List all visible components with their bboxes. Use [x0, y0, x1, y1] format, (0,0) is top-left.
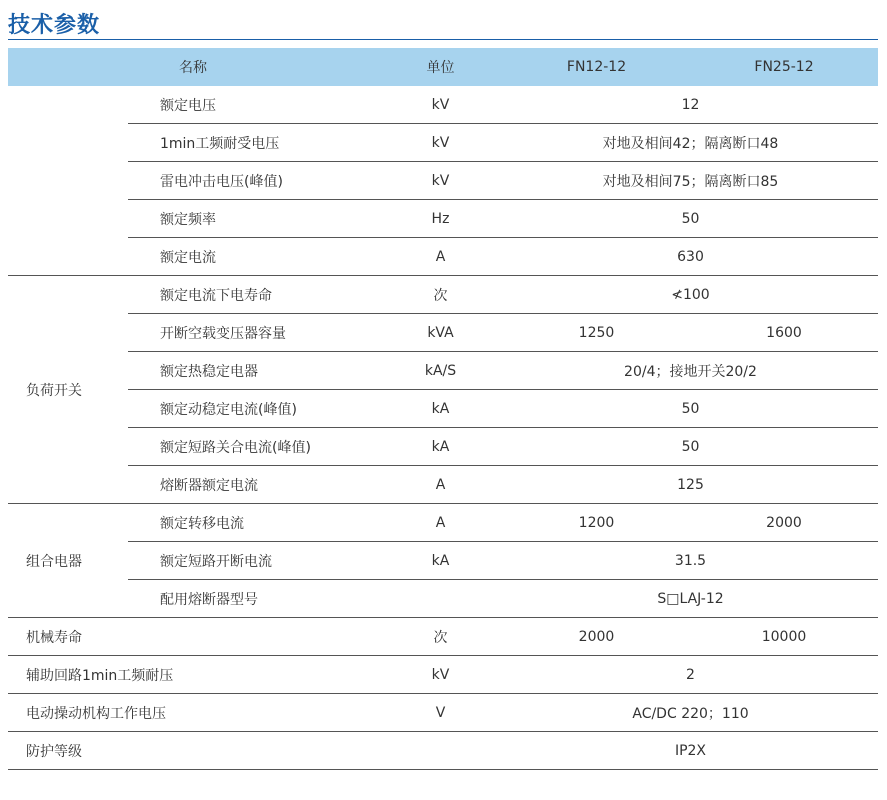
param-value: 对地及相间75；隔离断口85 [503, 162, 878, 200]
param-name: 额定电流 [128, 238, 378, 276]
table-row [8, 200, 878, 238]
param-value: AC/DC 220；110 [503, 694, 878, 732]
param-value: 50 [503, 200, 878, 238]
param-value-model2: 1600 [690, 314, 878, 352]
section-title: 技术参数 [8, 13, 101, 38]
table-row [8, 124, 878, 162]
param-value: S□LAJ-12 [503, 580, 878, 618]
param-name: 雷电冲击电压(峰值) [128, 162, 378, 200]
spec-table [8, 48, 878, 770]
header-model2: FN25-12 [690, 48, 878, 86]
param-unit: Hz [378, 200, 503, 238]
param-name: 机械寿命 [8, 618, 378, 656]
param-unit [378, 732, 503, 770]
param-value: 20/4；接地开关20/2 [503, 352, 878, 390]
table-row [8, 314, 878, 352]
table-row [8, 86, 878, 124]
param-unit: kA [378, 542, 503, 580]
param-value: 31.5 [503, 542, 878, 580]
group-cell [8, 200, 128, 238]
param-value-model1: 1200 [503, 504, 690, 542]
param-unit: kA [378, 390, 503, 428]
group-label-load-switch: 负荷开关 [8, 276, 128, 504]
param-value: ≮100 [503, 276, 878, 314]
param-unit: kA [378, 428, 503, 466]
param-value: IP2X [503, 732, 878, 770]
param-unit: kA/S [378, 352, 503, 390]
param-unit: A [378, 504, 503, 542]
table-row [8, 238, 878, 276]
table-row [8, 580, 878, 618]
table-row [8, 542, 878, 580]
table-row [8, 504, 878, 542]
param-value: 50 [503, 428, 878, 466]
param-unit: V [378, 694, 503, 732]
param-value: 12 [503, 86, 878, 124]
param-name: 电动操动机构工作电压 [8, 694, 378, 732]
table-row [8, 162, 878, 200]
table-row [8, 618, 878, 656]
param-name: 额定短路关合电流(峰值) [128, 428, 378, 466]
param-unit: kV [378, 656, 503, 694]
param-name: 额定动稳定电流(峰值) [128, 390, 378, 428]
table-row [8, 466, 878, 504]
group-cell [8, 86, 128, 124]
param-unit: 次 [378, 618, 503, 656]
param-name: 开断空载变压器容量 [128, 314, 378, 352]
param-value-model1: 1250 [503, 314, 690, 352]
header-unit: 单位 [378, 48, 503, 86]
param-value-model2: 10000 [690, 618, 878, 656]
param-unit: A [378, 238, 503, 276]
param-value: 630 [503, 238, 878, 276]
table-header-row [8, 48, 878, 86]
table-row [8, 694, 878, 732]
table-row [8, 732, 878, 770]
param-name: 防护等级 [8, 732, 378, 770]
param-name: 额定转移电流 [128, 504, 378, 542]
table-row [8, 656, 878, 694]
table-row [8, 428, 878, 466]
group-label-combo: 组合电器 [8, 504, 128, 618]
header-name: 名称 [8, 48, 378, 86]
param-unit: 次 [378, 276, 503, 314]
param-name: 额定频率 [128, 200, 378, 238]
param-name: 配用熔断器型号 [128, 580, 378, 618]
param-value: 50 [503, 390, 878, 428]
header-model1: FN12-12 [503, 48, 690, 86]
table-row [8, 390, 878, 428]
group-cell [8, 124, 128, 162]
param-unit: kV [378, 162, 503, 200]
param-name: 额定电流下电寿命 [128, 276, 378, 314]
param-value: 对地及相间42；隔离断口48 [503, 124, 878, 162]
param-name: 1min工频耐受电压 [128, 124, 378, 162]
param-name: 辅助回路1min工频耐压 [8, 656, 378, 694]
group-cell [8, 162, 128, 200]
param-name: 熔断器额定电流 [128, 466, 378, 504]
param-name: 额定热稳定电器 [128, 352, 378, 390]
title-underline [8, 39, 878, 40]
table-row [8, 352, 878, 390]
param-value: 2 [503, 656, 878, 694]
param-name: 额定短路开断电流 [128, 542, 378, 580]
param-unit [378, 580, 503, 618]
table-row [8, 276, 878, 314]
param-value-model1: 2000 [503, 618, 690, 656]
param-unit: kV [378, 124, 503, 162]
param-unit: kVA [378, 314, 503, 352]
param-name: 额定电压 [128, 86, 378, 124]
group-cell [8, 238, 128, 276]
param-value-model2: 2000 [690, 504, 878, 542]
param-unit: kV [378, 86, 503, 124]
param-unit: A [378, 466, 503, 504]
param-value: 125 [503, 466, 878, 504]
